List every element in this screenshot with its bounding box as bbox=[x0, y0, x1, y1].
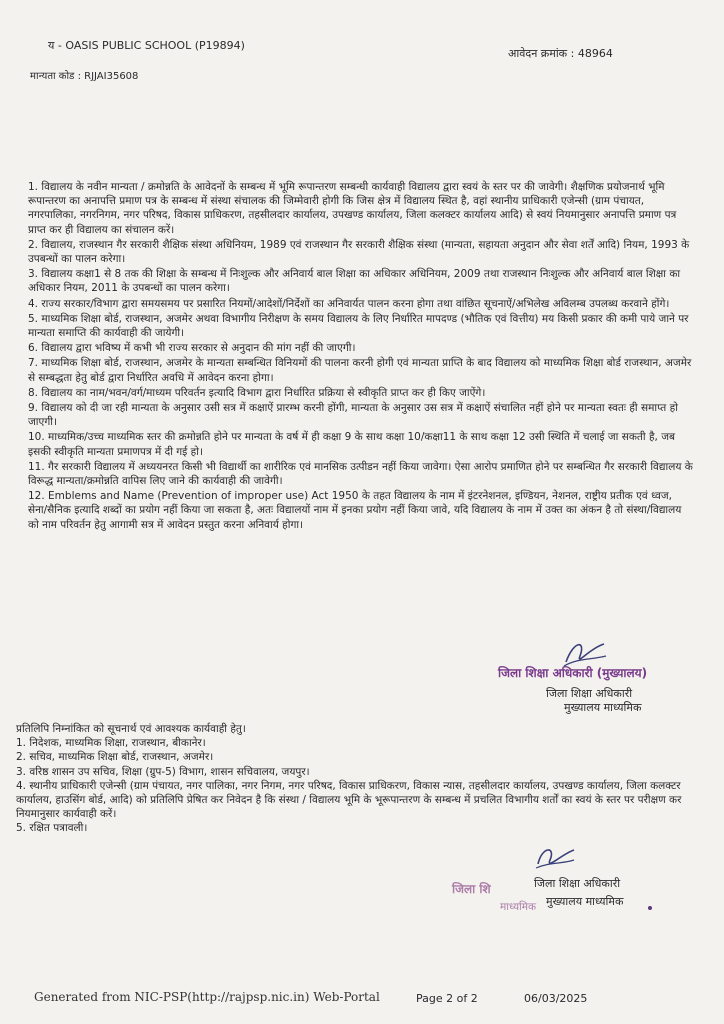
conditions-list bbox=[26, 180, 694, 533]
signatory-designation-2: मुख्यालय माध्यमिक bbox=[546, 895, 624, 908]
copy-recipient: 4. स्थानीय प्राधिकारी एजेन्सी (ग्राम पंचायत, नगर पालिका, नगर निगम, नगर परिषद, विकास प्राधिकरण, विकास न्यास, तहसीलदार कार्यालय, उपखण्ड कार्यालय, जिला कलक्टर कार्यालय, हाउसिंग बोर्ड, आदि) को प्रतिलिपि प्रेषित कर निवेदन है कि संस्था / विद्यालय भूमि के भूरूपान्तरण के सम्बन्ध में प्रचलित विभागीय शर्तों का स्वयं के स्तर पर परीक्षण कर नियमानुसार कार्यवाही करें। bbox=[16, 779, 682, 821]
condition-item: 9. विद्यालय को दी जा रही मान्यता के अनुसार उसी सत्र में कक्षाऐं प्रारम्भ करनी होंगी, मान्यता के अनुसार उस सत्र में कक्षाऐं संचालित नहीं होने पर मान्यता स्वतः ही समाप्त हो जाएगी। bbox=[28, 402, 678, 429]
condition-item: 4. राज्य सरकार/विभाग द्वारा समयसमय पर प्रसारित नियमों/आदेशों/निर्देशों का अनिवार्यत पालन करना होगा तथा वांछित सूचनाऐं/अभिलेख अविलम्ब उपलब्ध करवाने होंगे। bbox=[28, 297, 670, 310]
condition-item: 6. विद्यालय द्वारा भविष्य में कभी भी राज्य सरकार से अनुदान की मांग नहीं की जाएगी। bbox=[28, 342, 356, 355]
copy-recipient: 3. वरिष्ठ शासन उप सचिव, शिक्षा (ग्रुप-5) विभाग, शासन सचिवालय, जयपुर। bbox=[16, 765, 310, 778]
condition-item: 12. Emblems and Name (Prevention of improper use) Act 1950 के तहत विद्यालय के नाम में इंटरनेशनल, इण्डियन, नेशनल, राष्ट्रीय प्रतीक एवं ध्वज, सेना/सैनिक इत्यादि शब्दों का प्रयोग नहीं किया जा सकता है, अतः विद्यालयों नाम में इनका प्रयोग नहीं किया जावे, यदि विद्यालय के नाम में उक्त का अंकन है तो संस्था/विद्यालय को नाम परिवर्तन हेतु आगामी सत्र में आवेदन प्रस्तुत करना अनिवार्य होगा। bbox=[28, 490, 682, 531]
condition-item: 2. विद्यालय, राजस्थान गैर सरकारी शैक्षिक संस्था अधिनियम, 1989 एवं राजस्थान गैर सरकारी शैक्षिक संस्था (मान्यता, सहायता अनुदान और सेवा शर्तें आदि) नियम, 1993 के उपबन्धों का पालन करेगा। bbox=[28, 238, 690, 266]
official-stamp-1: जिला शिक्षा अधिकारी (मुख्यालय) bbox=[498, 666, 648, 680]
footer-page-number: Page 2 of 2 bbox=[416, 992, 478, 1005]
signatory-designation-1: मुख्यालय माध्यमिक bbox=[564, 701, 642, 714]
footer-generated: Generated from NIC-PSP(http://rajpsp.nic.in) Web-Portal bbox=[34, 990, 380, 1004]
application-number: आवेदन क्रमांक : 48964 bbox=[508, 47, 613, 60]
official-stamp-2: जिला शि bbox=[452, 882, 491, 896]
copies-intro: प्रतिलिपि निम्नांकित को सूचनार्थ एवं आवश्यक कार्यवाही हेतु। bbox=[16, 723, 246, 735]
copy-recipient: 1. निदेशक, माध्यमिक शिक्षा, राजस्थान, बीकानेर। bbox=[16, 737, 206, 750]
condition-item: 1. विद्यालय के नवीन मान्यता / क्रमोन्नति के आवेदनों के सम्बन्ध में भूमि रूपान्तरण सम्बन्धी कार्यवाही विद्यालय द्वारा स्वयं के स्तर पर की जावेगी। शैक्षणिक प्रयोजनार्थ भूमि रूपान्तरण का अनापत्ति प्रमाण पत्र के सम्बन्ध में संस्था संचालक की जिम्मेवारी होगी कि जिस क्षेत्र में विद्यालय स्थित है, वहां स्थानीय प्राधिकारी एजेन्सी (ग्राम पंचायत, नगरपालिका, नगरनिगम, नगर परिषद, विकास प्राधिकरण, तहसीलदार कार्यालय, उपखण्ड कार्यालय, जिला कलक्टर कार्यालय आदि) से स्वयं नियमानुसार अनापत्ति प्रमाण पत्र प्राप्त कर ही विद्यालय का संचालन करें। bbox=[28, 181, 677, 236]
footer-date: 06/03/2025 bbox=[524, 992, 588, 1005]
signature-scribble-2 bbox=[530, 840, 578, 874]
ink-dot bbox=[648, 906, 652, 910]
official-stamp-2-line2: माध्यमिक bbox=[500, 901, 537, 913]
condition-item: 7. माध्यमिक शिक्षा बोर्ड, राजस्थान, अजमेर के मान्यता सम्बन्धित विनियमों की पालना करनी होगी एवं मान्यता प्राप्ति के बाद विद्यालय को माध्यमिक शिक्षा बोर्ड राजस्थान, अजमेर से सम्बद्धता हेतु बोर्ड द्वारा निर्धारित अवधि में आवेदन करना होगा। bbox=[28, 357, 692, 384]
signatory-name-1: जिला शिक्षा अधिकारी bbox=[546, 687, 633, 700]
condition-item: 3. विद्यालय कक्षा1 से 8 तक की शिक्षा के सम्बन्ध में निःशुल्क और अनिवार्य बाल शिक्षा का अधिकार अधिनियम, 2009 तथा राजस्थान निःशुल्क और अनिवार्य बाल शिक्षा का अधिकार नियम, 2011 के उपबन्धों का पालन करेगा। bbox=[28, 268, 681, 295]
school-prefix: य - bbox=[48, 39, 62, 52]
copies-section bbox=[16, 722, 696, 836]
copy-recipient: 2. सचिव, माध्यमिक शिक्षा बोर्ड, राजस्थान, अजमेर। bbox=[16, 751, 214, 764]
condition-item: 8. विद्यालय का नाम/भवन/वर्ग/माध्यम परिवर्तन इत्यादि विभाग द्वारा निर्धारित प्रक्रिया से स्वीकृति प्राप्त कर ही किए जाऐंगे। bbox=[28, 386, 486, 399]
school-header bbox=[48, 38, 245, 53]
recognition-code: मान्यता कोड : RJJAI35608 bbox=[30, 71, 139, 82]
condition-item: 10. माध्यमिक/उच्च माध्यमिक स्तर की क्रमोन्नति होने पर मान्यता के वर्ष में ही कक्षा 9 के साथ कक्षा 10/कक्षा11 के साथ कक्षा 12 उसी स्थिति में चलाई जा सकती है, जब इसकी स्वीकृति मान्यता प्रमाणपत्र में दी गई हो। bbox=[28, 431, 675, 458]
condition-item: 5. माध्यमिक शिक्षा बोर्ड, राजस्थान, अजमेर अथवा विभागीय निरीक्षण के समय विद्यालय के लिए निर्धारित मापदण्ड (भौतिक एवं वित्तीय) मय किसी प्रकार की कमी पाये जाने पर मान्यता समाप्ति की कार्यवाही की जायेगी। bbox=[28, 312, 689, 340]
school-name: OASIS PUBLIC SCHOOL (P19894) bbox=[65, 39, 245, 52]
condition-item: 11. गैर सरकारी विद्यालय में अध्ययनरत किसी भी विद्यार्थी का शारीरिक एवं मानसिक उत्पीडन नहीं किया जावेगा। ऐसा आरोप प्रमाणित होने पर सम्बन्धित गैर सरकारी विद्यालय के विरूद्ध मान्यता/क्रमोन्नति वापिस लिए जाने की कार्यवाही की जावेगी। bbox=[28, 460, 693, 488]
copy-recipient: 5. रक्षित पत्रावली। bbox=[16, 822, 88, 835]
signatory-name-2: जिला शिक्षा अधिकारी bbox=[534, 877, 621, 890]
